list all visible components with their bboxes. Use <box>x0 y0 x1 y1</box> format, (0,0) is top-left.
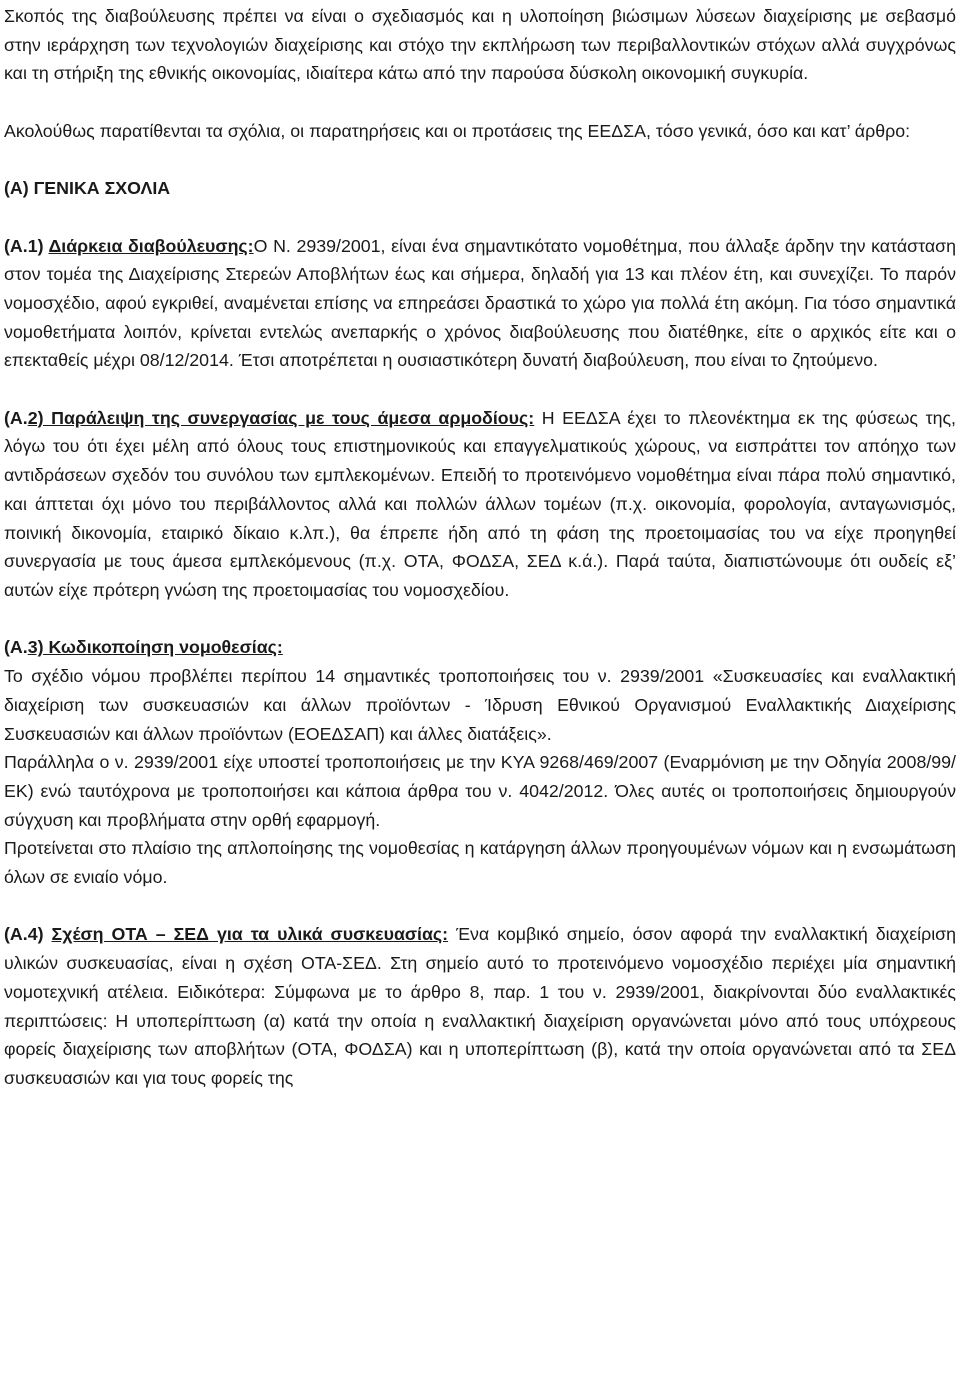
section-a4 <box>4 920 956 1092</box>
section-a1-prefix: (Α.1) <box>4 235 49 256</box>
section-a2-text: Η ΕΕΔΣΑ έχει το πλεονέκτημα εκ της φύσεως της, λόγω του ότι έχει μέλη από όλους τους επιστημονικούς και επαγγελματικούς χώρους, να εισπράττει τον απόηχο των αντιδράσεων σχεδόν του συνόλου των εμπλεκομένων. Επειδή το προτεινόμενο νομοθέτημα είναι πάρα πολύ σημαντικό, και άπτεται όχι μόνο του περιβάλλοντος αλλά και πολλών άλλων τομέων (π.χ. οικονομία, φορολογία, ανταγωνισμός, ποινική δικονομία, εταιρικό δίκαιο κ.λπ.), θα έπρεπε ήδη από τη φάση της προετοιμασίας του να είχε προηγηθεί συνεργασία με τους άμεσα εμπλεκόμενους (π.χ. ΟΤΑ, ΦΟΔΣΑ, ΣΕΔ κ.ά.). Παρά ταύτα, διαπιστώνουμε ότι ουδείς εξ’ αυτών είχε πρότερη γνώση της προετοιμασίας του νομοσχεδίου. <box>4 407 956 600</box>
spacer <box>4 375 956 404</box>
section-a3-text-2: Παράλληλα ο ν. 2939/2001 είχε υποστεί τροποποιήσεις με την ΚΥΑ 9268/469/2007 (Εναρμόνιση με την Οδηγία 2008/99/ΕΚ) ενώ ταυτόχρονα με τροποποιήσει και κάποια άρθρα του ν. 4042/2012. Όλες αυτές οι τροποποιήσεις δημιουργούν σύγχυση και προβλήματα στην ορθή εφαρμογή. <box>4 752 956 830</box>
section-a3-text-3: Προτείνεται στο πλαίσιο της απλοποίησης της νομοθεσίας η κατάργηση άλλων προηγουμένων νόμων και η ενσωμάτωση όλων σε ενιαίο νόμο. <box>4 838 956 888</box>
section-a3-prefix: (Α. <box>4 637 28 658</box>
spacer <box>4 88 956 117</box>
section-a4-title: Σχέση ΟΤΑ – ΣΕΔ για τα υλικά συσκευασίας: <box>51 924 449 945</box>
section-a1 <box>4 232 956 376</box>
spacer <box>4 892 956 921</box>
spacer <box>4 203 956 232</box>
section-a2-title: 2) Παράλειψη της συνεργασίας με τους άμεσα αρμοδίους: <box>27 407 535 428</box>
section-a3-heading <box>4 633 956 662</box>
intro-paragraph: Σκοπός της διαβούλευσης πρέπει να είναι ο σχεδιασμός και η υλοποίηση βιώσιμων λύσεων διαχείρισης με σεβασμό στην ιεράρχηση των τεχνολογιών διαχείρισης και στόχο την εκπλήρωση των περιβαλλοντικών στόχων αλλά συγχρόνως και τη στήριξη της εθνικής οικονομίας, ιδιαίτερα κάτω από την παρούσα δύσκολη οικονομική συγκυρία. <box>4 6 956 84</box>
section-a3-text-1: Το σχέδιο νόμου προβλέπει περίπου 14 σημαντικές τροποποιήσεις του ν. 2939/2001 «Συσκευασίες και εναλλακτική διαχείριση των συσκευασιών και άλλων προϊόντων - Ίδρυση Εθνικού Οργανισμού Εναλλακτικής Διαχείρισης Συσκευασιών και άλλων προϊόντων (ΕΟΕΔΣΑΠ) και άλλες διατάξεις». <box>4 666 956 744</box>
section-a1-text: Ο Ν. 2939/2001, είναι ένα σημαντικότατο νομοθέτημα, που άλλαξε άρδην την κατάσταση στον τομέα της Διαχείρισης Στερεών Αποβλήτων έως και σήμερα, δηλαδή για 13 και πλέον έτη, και συνεχίζει. Το παρόν νομοσχέδιο, αφού εγκριθεί, αναμένεται επίσης να επηρεάσει δραστικά το χώρο για πολλά έτη ακόμη. Για τόσο σημαντικά νομοθετήματα λοιπόν, κρίνεται εντελώς ανεπαρκής ο χρόνος διαβούλευσης που διατέθηκε, είτε ο αρχικός είτε και ο επεκταθείς μέχρι 08/12/2014. Έτσι αποτρέπεται η ουσιαστικότερη δυνατή διαβούλευση, που είναι το ζητούμενο. <box>4 235 957 371</box>
section-heading: (Α) ΓΕΝΙΚΑ ΣΧΟΛΙΑ <box>4 178 171 199</box>
section-a4-text: Ένα κομβικό σημείο, όσον αφορά την εναλλακτική διαχείριση υλικών συσκευασίας, είναι η σχέση ΟΤΑ-ΣΕΔ. Στη σημείο αυτό το προτεινόμενο νομοσχέδιο περιέχει μία σημαντική νομοτεχνική ατέλεια. Ειδικότερα: Σύμφωνα με το άρθρο 8, παρ. 1 του ν. 2939/2001, διακρίνονται δύο εναλλακτικές περιπτώσεις: Η υποπερίπτωση (α) κατά την οποία η εναλλακτική διαχείριση οργανώνεται μόνο από τους υπόχρεους φορείς διαχείρισης των αποβλήτων (ΟΤΑ, ΦΟΔΣΑ) και η υποπερίπτωση (β), κατά την οποία οργανώνεται από τα ΣΕΔ συσκευασιών και για τους φορείς της <box>4 924 957 1088</box>
section-a2-prefix: (Α. <box>4 407 28 428</box>
section-a1-title: Διάρκεια διαβούλευσης: <box>48 235 254 256</box>
section-a3-title: 3) Κωδικοποίηση νομοθεσίας: <box>27 637 283 658</box>
section-a2 <box>4 404 956 605</box>
spacer <box>4 146 956 175</box>
section-a4-prefix: (Α.4) <box>4 924 52 945</box>
comments-intro-paragraph: Ακολούθως παρατίθενται τα σχόλια, οι παρατηρήσεις και οι προτάσεις της ΕΕΔΣΑ, τόσο γενικά, όσο και κατ’ άρθρο: <box>4 120 911 141</box>
spacer <box>4 605 956 634</box>
